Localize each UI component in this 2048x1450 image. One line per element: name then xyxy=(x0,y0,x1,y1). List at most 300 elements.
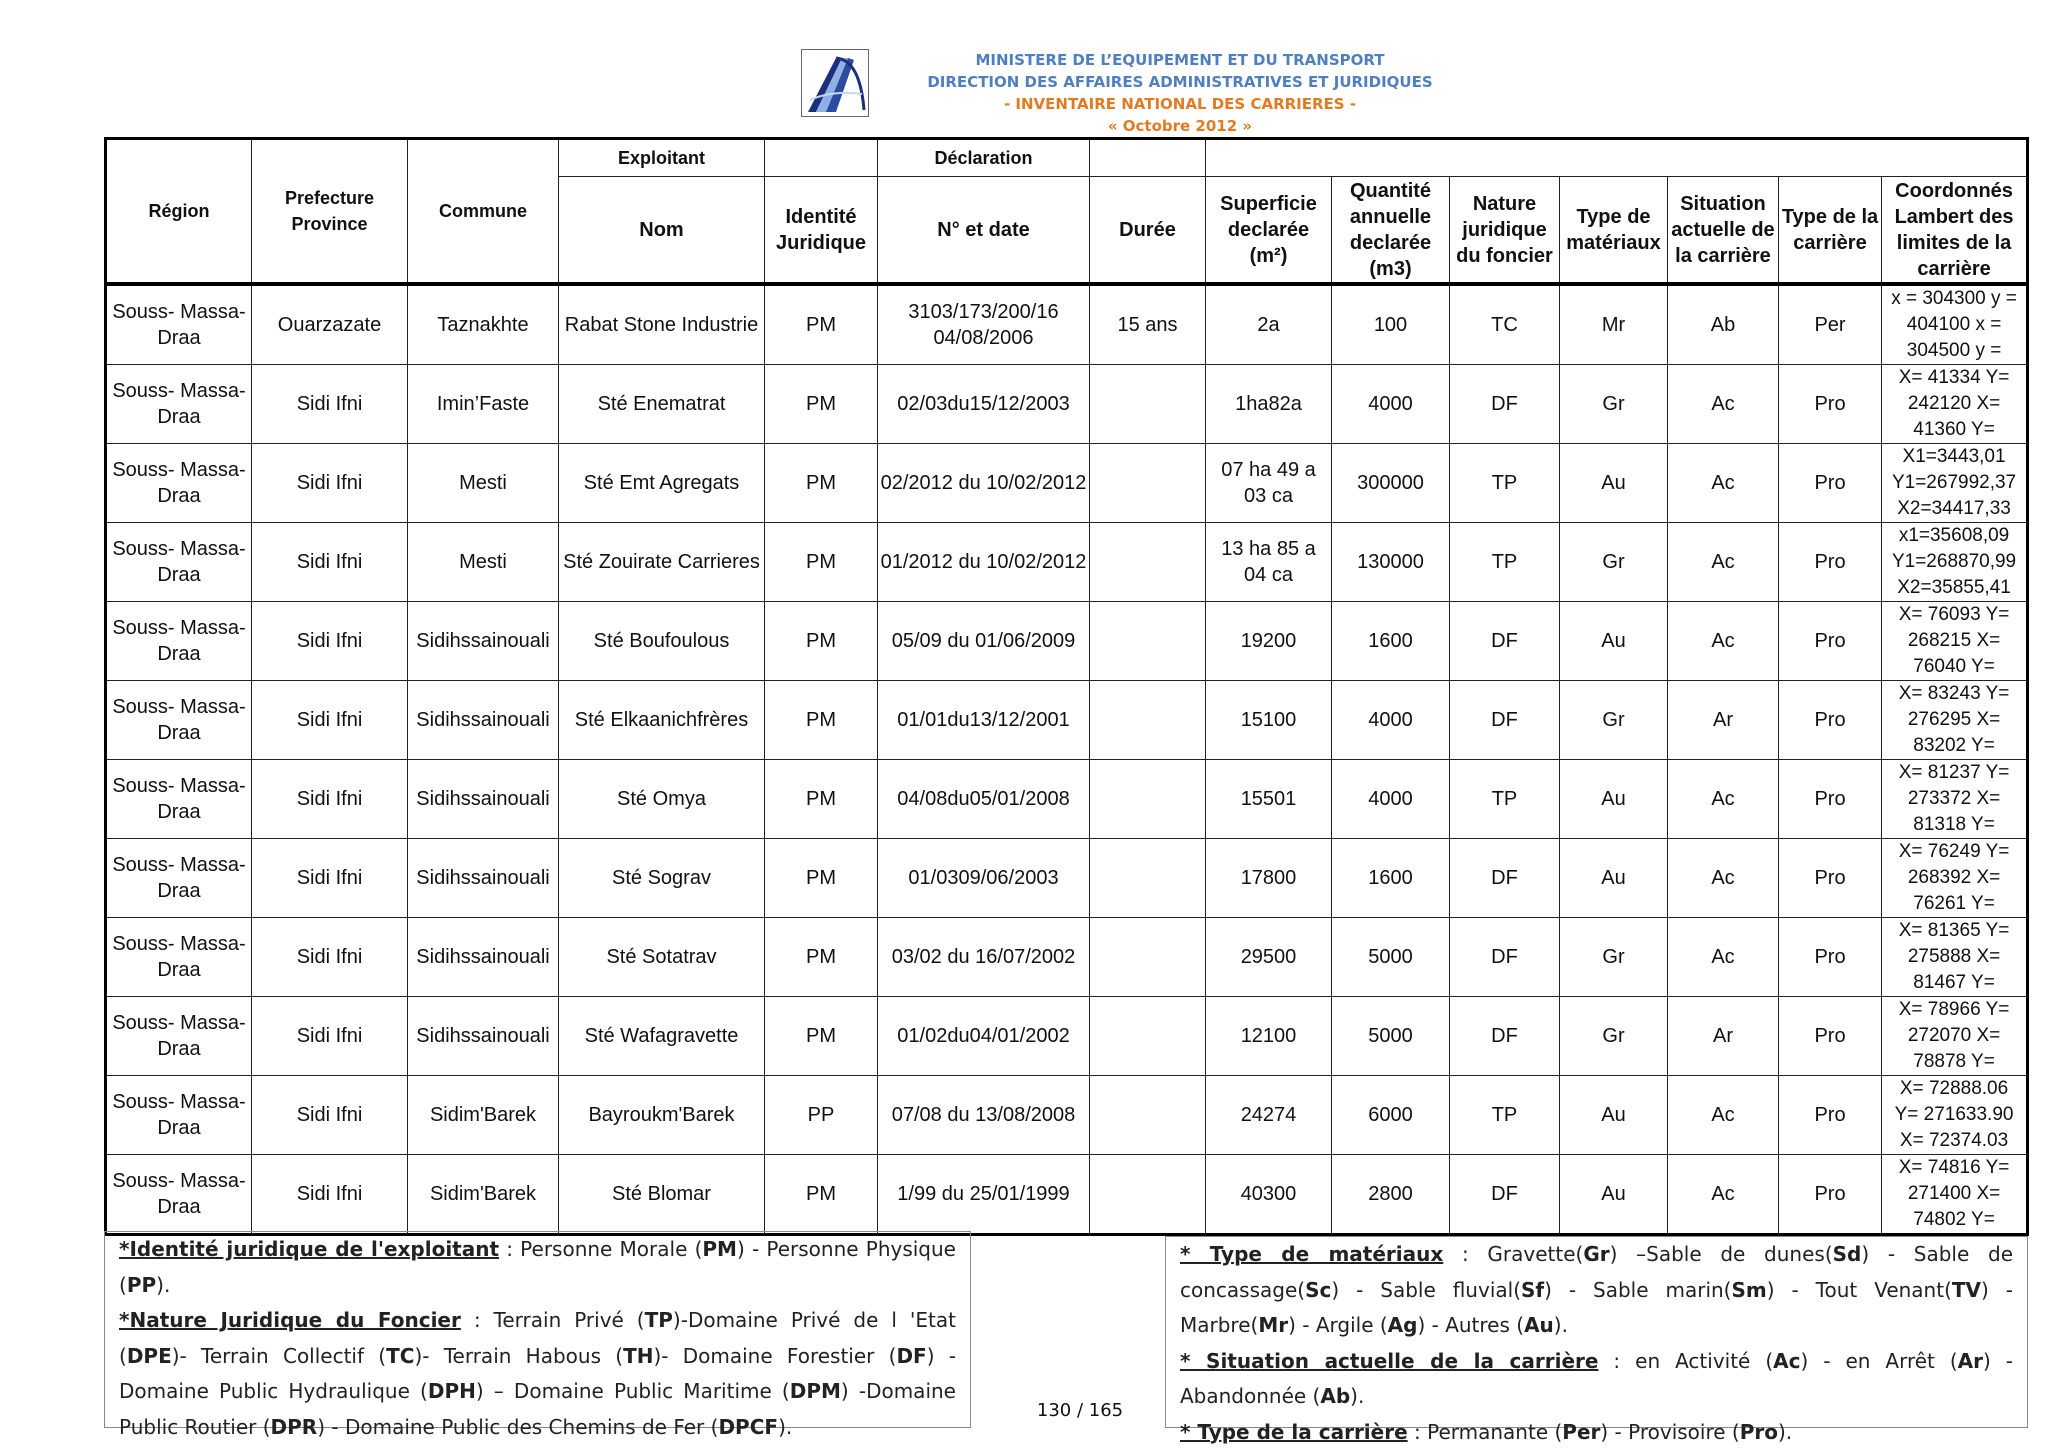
cell-commune: Sidim'Barek xyxy=(408,1076,559,1155)
table-row xyxy=(106,997,2028,1076)
coord-line: X= 76249 Y= xyxy=(1884,839,2024,865)
cell-nature: TP xyxy=(1450,760,1560,839)
cell-duree xyxy=(1090,918,1206,997)
legend-left xyxy=(104,1231,971,1428)
table-row xyxy=(106,444,2028,523)
coord-line: X= 72374.03 xyxy=(1884,1128,2024,1154)
cell-coord xyxy=(1882,1076,2028,1155)
cell-coord xyxy=(1882,602,2028,681)
legend-text: ) - Tout Venant( xyxy=(1767,1278,1952,1302)
cell-commune: Sidihssainouali xyxy=(408,918,559,997)
legend-materiaux-key: * Type de matériaux xyxy=(1180,1242,1443,1266)
cell-materiaux: Gr xyxy=(1560,918,1668,997)
cell-province: Ouarzazate xyxy=(252,284,408,365)
cell-nom: Rabat Stone Industrie xyxy=(559,284,765,365)
cell-identite: PM xyxy=(765,284,878,365)
cell-declaration: 02/2012 du 10/02/2012 xyxy=(878,444,1090,523)
cell-type: Pro xyxy=(1779,918,1882,997)
cell-superficie: 29500 xyxy=(1206,918,1332,997)
col-header-commune: Commune xyxy=(408,139,559,285)
cell-superficie: 24274 xyxy=(1206,1076,1332,1155)
legend-code: Au xyxy=(1524,1313,1554,1337)
cell-nature: DF xyxy=(1450,681,1560,760)
cell-coord xyxy=(1882,365,2028,444)
legend-text: ) - Domaine Public des Chemins de Fer ( xyxy=(317,1415,718,1439)
legend-text: ) -Domaine Public Hydraulique ( xyxy=(119,1344,956,1404)
legend-text: ) -Domaine Public Routier ( xyxy=(119,1379,956,1439)
cell-superficie: 2a xyxy=(1206,284,1332,365)
cell-nature: TP xyxy=(1450,444,1560,523)
header-inventory: - INVENTAIRE NATIONAL DES CARRIERES - xyxy=(860,93,1500,115)
legend-code: DPCF xyxy=(718,1415,778,1439)
cell-type: Pro xyxy=(1779,1155,1882,1235)
legend-text: ). xyxy=(1778,1420,1792,1444)
cell-quantite: 5000 xyxy=(1332,918,1450,997)
ministry-logo xyxy=(801,49,869,117)
cell-region: Souss- Massa-Draa xyxy=(106,1155,252,1235)
cell-declaration: 01/01du13/12/2001 xyxy=(878,681,1090,760)
cell-declaration: 05/09 du 01/06/2009 xyxy=(878,602,1090,681)
legend-code: DPR xyxy=(271,1415,318,1439)
cell-nom: Sté Sograv xyxy=(559,839,765,918)
legend-identite-key: *Identité juridique de l'exploitant xyxy=(119,1237,499,1261)
col-header-superficie: Superficie declarée (m²) xyxy=(1206,177,1332,285)
table-row xyxy=(106,681,2028,760)
cell-nom: Sté Zouirate Carrieres xyxy=(559,523,765,602)
legend-code: DPH xyxy=(428,1379,476,1403)
cell-declaration: 02/03du15/12/2003 xyxy=(878,365,1090,444)
legend-nature-key: *Nature Juridique du Foncier xyxy=(119,1308,461,1332)
legend-code: Gr xyxy=(1583,1242,1609,1266)
header-ministry: MINISTERE DE L’EQUIPEMENT ET DU TRANSPORT xyxy=(860,49,1500,71)
coord-line: X= 72888.06 xyxy=(1884,1076,2024,1102)
cell-type: Pro xyxy=(1779,681,1882,760)
cell-duree xyxy=(1090,365,1206,444)
coord-line: Y1=268870,99 xyxy=(1884,549,2024,575)
legend-type-text xyxy=(1408,1420,1793,1444)
cell-duree xyxy=(1090,760,1206,839)
cell-situation: Ar xyxy=(1668,997,1779,1076)
cell-duree xyxy=(1090,681,1206,760)
cell-nom: Sté Elkaanichfrères xyxy=(559,681,765,760)
header-direction: DIRECTION DES AFFAIRES ADMINISTRATIVES ET JURIDIQUES xyxy=(860,71,1500,93)
cell-commune: Sidihssainouali xyxy=(408,681,559,760)
legend-code: DF xyxy=(896,1344,926,1368)
cell-quantite: 100 xyxy=(1332,284,1450,365)
legend-code: Ar xyxy=(1958,1349,1983,1373)
cell-materiaux: Au xyxy=(1560,1155,1668,1235)
cell-region: Souss- Massa-Draa xyxy=(106,284,252,365)
coord-line: X= 41334 Y= xyxy=(1884,365,2024,391)
coord-line: X= 81237 Y= xyxy=(1884,760,2024,786)
coord-line: X= 81365 Y= xyxy=(1884,918,2024,944)
coord-line: 76261 Y= xyxy=(1884,891,2024,917)
cell-commune: Sidihssainouali xyxy=(408,839,559,918)
cell-region: Souss- Massa-Draa xyxy=(106,997,252,1076)
cell-quantite: 4000 xyxy=(1332,760,1450,839)
legend-code: Ac xyxy=(1773,1349,1800,1373)
cell-situation: Ac xyxy=(1668,760,1779,839)
cell-superficie: 17800 xyxy=(1206,839,1332,918)
group-header-blank-3 xyxy=(1206,139,2028,177)
cell-materiaux: Au xyxy=(1560,1076,1668,1155)
table-row xyxy=(106,1155,2028,1235)
cell-commune: Imin’Faste xyxy=(408,365,559,444)
page-number: 130 / 165 xyxy=(1010,1400,1150,1421)
quarries-table xyxy=(104,137,2029,1236)
table-row xyxy=(106,365,2028,444)
cell-materiaux: Au xyxy=(1560,602,1668,681)
legend-code: Sm xyxy=(1732,1278,1767,1302)
legend-code: TC xyxy=(386,1344,414,1368)
cell-nature: DF xyxy=(1450,1155,1560,1235)
cell-type: Per xyxy=(1779,284,1882,365)
cell-situation: Ar xyxy=(1668,681,1779,760)
cell-region: Souss- Massa-Draa xyxy=(106,602,252,681)
legend-text: ) - Argile ( xyxy=(1288,1313,1388,1337)
cell-materiaux: Gr xyxy=(1560,365,1668,444)
cell-coord xyxy=(1882,1155,2028,1235)
legend-materiaux xyxy=(1180,1237,2013,1344)
cell-region: Souss- Massa-Draa xyxy=(106,523,252,602)
cell-nom: Sté Boufoulous xyxy=(559,602,765,681)
col-header-region: Région xyxy=(106,139,252,285)
coord-line: Y= 271633.90 xyxy=(1884,1102,2024,1128)
cell-identite: PM xyxy=(765,760,878,839)
legend-code: PP xyxy=(127,1273,156,1297)
cell-nature: TP xyxy=(1450,523,1560,602)
table-row xyxy=(106,602,2028,681)
cell-province: Sidi Ifni xyxy=(252,523,408,602)
legend-text: )- Domaine Forestier ( xyxy=(653,1344,896,1368)
cell-nom: Bayroukm'Barek xyxy=(559,1076,765,1155)
cell-region: Souss- Massa-Draa xyxy=(106,839,252,918)
legend-code: PM xyxy=(702,1237,737,1261)
legend-text: ) - Autres ( xyxy=(1417,1313,1524,1337)
cell-nature: DF xyxy=(1450,602,1560,681)
cell-materiaux: Gr xyxy=(1560,523,1668,602)
coord-line: X= 76093 Y= xyxy=(1884,602,2024,628)
ministry-logo-icon xyxy=(802,50,868,116)
cell-declaration: 3103/173/200/16 04/08/2006 xyxy=(878,284,1090,365)
cell-coord xyxy=(1882,760,2028,839)
cell-type: Pro xyxy=(1779,1076,1882,1155)
cell-duree xyxy=(1090,1076,1206,1155)
coord-line: X1=3443,01 xyxy=(1884,444,2024,470)
legend-type xyxy=(1180,1415,2013,1450)
cell-identite: PM xyxy=(765,681,878,760)
group-header-declaration: Déclaration xyxy=(878,139,1090,177)
legend-code: Ag xyxy=(1388,1313,1418,1337)
cell-province: Sidi Ifni xyxy=(252,602,408,681)
cell-coord xyxy=(1882,839,2028,918)
col-header-province: Prefecture Province xyxy=(252,139,408,285)
cell-type: Pro xyxy=(1779,365,1882,444)
cell-nom: Sté Sotatrav xyxy=(559,918,765,997)
legend-text: ) - Sable fluvial( xyxy=(1331,1278,1521,1302)
legend-text: : Personne Morale ( xyxy=(499,1237,702,1261)
legend-situation xyxy=(1180,1344,2013,1415)
cell-identite: PM xyxy=(765,444,878,523)
cell-situation: Ac xyxy=(1668,365,1779,444)
cell-materiaux: Gr xyxy=(1560,997,1668,1076)
cell-type: Pro xyxy=(1779,444,1882,523)
legend-text: ) - Provisoire ( xyxy=(1600,1420,1739,1444)
coord-line: 272070 X= xyxy=(1884,1023,2024,1049)
cell-province: Sidi Ifni xyxy=(252,839,408,918)
cell-superficie: 15501 xyxy=(1206,760,1332,839)
legend-text: ). xyxy=(156,1273,170,1297)
group-header-exploitant: Exploitant xyxy=(559,139,765,177)
legend-code: Ab xyxy=(1320,1384,1350,1408)
cell-situation: Ac xyxy=(1668,523,1779,602)
col-header-situation: Situation actuelle de la carrière xyxy=(1668,177,1779,285)
cell-type: Pro xyxy=(1779,523,1882,602)
cell-region: Souss- Massa-Draa xyxy=(106,918,252,997)
cell-identite: PM xyxy=(765,602,878,681)
cell-identite: PM xyxy=(765,997,878,1076)
cell-coord xyxy=(1882,523,2028,602)
cell-nature: DF xyxy=(1450,839,1560,918)
cell-materiaux: Gr xyxy=(1560,681,1668,760)
cell-situation: Ab xyxy=(1668,284,1779,365)
legend-code: Per xyxy=(1562,1420,1600,1444)
cell-region: Souss- Massa-Draa xyxy=(106,1076,252,1155)
cell-identite: PM xyxy=(765,523,878,602)
cell-nature: DF xyxy=(1450,997,1560,1076)
legend-text: : Permanante ( xyxy=(1408,1420,1563,1444)
cell-quantite: 1600 xyxy=(1332,839,1450,918)
coord-line: 276295 X= xyxy=(1884,707,2024,733)
cell-nature: TP xyxy=(1450,1076,1560,1155)
coord-line: 268392 X= xyxy=(1884,865,2024,891)
legend-type-key: * Type de la carrière xyxy=(1180,1420,1408,1444)
coord-line: 81318 Y= xyxy=(1884,812,2024,838)
table-row xyxy=(106,284,2028,365)
cell-duree xyxy=(1090,839,1206,918)
cell-commune: Sidihssainouali xyxy=(408,602,559,681)
cell-type: Pro xyxy=(1779,839,1882,918)
legend-code: DPE xyxy=(127,1344,172,1368)
cell-region: Souss- Massa-Draa xyxy=(106,365,252,444)
legend-text: ) - Abandonnée ( xyxy=(1180,1349,2013,1409)
cell-commune: Sidihssainouali xyxy=(408,760,559,839)
table-body xyxy=(106,284,2028,1235)
coord-line: 271400 X= xyxy=(1884,1181,2024,1207)
legend-text: : en Activité ( xyxy=(1598,1349,1773,1373)
cell-situation: Ac xyxy=(1668,918,1779,997)
coord-line: 242120 X= xyxy=(1884,391,2024,417)
cell-province: Sidi Ifni xyxy=(252,365,408,444)
cell-materiaux: Au xyxy=(1560,760,1668,839)
legend-text: )- Terrain Habous ( xyxy=(414,1344,623,1368)
cell-coord xyxy=(1882,997,2028,1076)
legend-text: ). xyxy=(778,1415,792,1439)
cell-superficie: 13 ha 85 a 04 ca xyxy=(1206,523,1332,602)
coord-line: X= 83243 Y= xyxy=(1884,681,2024,707)
coord-line: x1=35608,09 xyxy=(1884,523,2024,549)
cell-identite: PM xyxy=(765,918,878,997)
legend-nature xyxy=(119,1303,956,1445)
cell-type: Pro xyxy=(1779,997,1882,1076)
cell-commune: Taznakhte xyxy=(408,284,559,365)
legend-text: ) - Personne Physique ( xyxy=(119,1237,956,1297)
legend-right xyxy=(1165,1236,2028,1428)
legend-text: : Gravette( xyxy=(1443,1242,1583,1266)
legend-text: ) - Marbre( xyxy=(1180,1278,2013,1338)
legend-identite xyxy=(119,1232,956,1303)
legend-code: TP xyxy=(645,1308,673,1332)
cell-situation: Ac xyxy=(1668,1076,1779,1155)
cell-province: Sidi Ifni xyxy=(252,760,408,839)
cell-quantite: 1600 xyxy=(1332,602,1450,681)
coord-line: X= 78966 Y= xyxy=(1884,997,2024,1023)
legend-code: Mr xyxy=(1258,1313,1288,1337)
cell-nature: TC xyxy=(1450,284,1560,365)
cell-declaration: 01/0309/06/2003 xyxy=(878,839,1090,918)
cell-duree: 15 ans xyxy=(1090,284,1206,365)
cell-duree xyxy=(1090,1155,1206,1235)
legend-text: ). xyxy=(1554,1313,1568,1337)
cell-coord xyxy=(1882,444,2028,523)
group-header-blank-1 xyxy=(765,139,878,177)
legend-code: Sd xyxy=(1833,1242,1862,1266)
cell-coord xyxy=(1882,284,2028,365)
cell-declaration: 01/02du04/01/2002 xyxy=(878,997,1090,1076)
table-row xyxy=(106,760,2028,839)
cell-province: Sidi Ifni xyxy=(252,1155,408,1235)
cell-superficie: 40300 xyxy=(1206,1155,1332,1235)
cell-situation: Ac xyxy=(1668,444,1779,523)
coord-line: 76040 Y= xyxy=(1884,654,2024,680)
coord-line: Y1=267992,37 xyxy=(1884,470,2024,496)
cell-type: Pro xyxy=(1779,602,1882,681)
col-header-identite: Identité Juridique xyxy=(765,177,878,285)
legend-code: Pro xyxy=(1740,1420,1778,1444)
col-header-quantite: Quantité annuelle declarée (m3) xyxy=(1332,177,1450,285)
legend-code: DPM xyxy=(790,1379,841,1403)
coord-line: X2=35855,41 xyxy=(1884,575,2024,601)
coord-line: x = 304300 y = xyxy=(1884,286,2024,312)
cell-materiaux: Au xyxy=(1560,444,1668,523)
cell-declaration: 01/2012 du 10/02/2012 xyxy=(878,523,1090,602)
legend-code: Sc xyxy=(1305,1278,1331,1302)
cell-superficie: 12100 xyxy=(1206,997,1332,1076)
legend-code: TV xyxy=(1952,1278,1981,1302)
cell-declaration: 07/08 du 13/08/2008 xyxy=(878,1076,1090,1155)
cell-superficie: 19200 xyxy=(1206,602,1332,681)
coord-line: 404100 x = xyxy=(1884,312,2024,338)
cell-province: Sidi Ifni xyxy=(252,681,408,760)
cell-duree xyxy=(1090,602,1206,681)
col-header-materiaux: Type de matériaux xyxy=(1560,177,1668,285)
cell-province: Sidi Ifni xyxy=(252,918,408,997)
table-row xyxy=(106,839,2028,918)
cell-commune: Sidihssainouali xyxy=(408,997,559,1076)
cell-province: Sidi Ifni xyxy=(252,1076,408,1155)
table-row xyxy=(106,1076,2028,1155)
cell-quantite: 5000 xyxy=(1332,997,1450,1076)
cell-quantite: 2800 xyxy=(1332,1155,1450,1235)
coord-line: 83202 Y= xyxy=(1884,733,2024,759)
coord-line: 81467 Y= xyxy=(1884,970,2024,996)
document-header xyxy=(860,49,1500,137)
coord-line: X= 74816 Y= xyxy=(1884,1155,2024,1181)
legend-text: ) - Sable de concassage( xyxy=(1180,1242,2013,1302)
cell-declaration: 04/08du05/01/2008 xyxy=(878,760,1090,839)
coord-line: X2=34417,33 xyxy=(1884,496,2024,522)
coord-line: 304500 y = xyxy=(1884,338,2024,364)
cell-identite: PM xyxy=(765,365,878,444)
cell-duree xyxy=(1090,444,1206,523)
cell-duree xyxy=(1090,997,1206,1076)
table-row xyxy=(106,523,2028,602)
cell-situation: Ac xyxy=(1668,1155,1779,1235)
cell-commune: Mesti xyxy=(408,523,559,602)
cell-quantite: 4000 xyxy=(1332,365,1450,444)
cell-superficie: 07 ha 49 a 03 ca xyxy=(1206,444,1332,523)
legend-text: ) - en Arrêt ( xyxy=(1800,1349,1957,1373)
table-row xyxy=(106,918,2028,997)
cell-situation: Ac xyxy=(1668,602,1779,681)
legend-code: Sf xyxy=(1521,1278,1544,1302)
cell-identite: PP xyxy=(765,1076,878,1155)
cell-commune: Mesti xyxy=(408,444,559,523)
cell-province: Sidi Ifni xyxy=(252,997,408,1076)
cell-situation: Ac xyxy=(1668,839,1779,918)
cell-duree xyxy=(1090,523,1206,602)
col-header-declaration: N° et date xyxy=(878,177,1090,285)
col-header-nature: Nature juridique du foncier xyxy=(1450,177,1560,285)
cell-region: Souss- Massa-Draa xyxy=(106,444,252,523)
coord-line: 74802 Y= xyxy=(1884,1207,2024,1233)
cell-nature: DF xyxy=(1450,365,1560,444)
cell-type: Pro xyxy=(1779,760,1882,839)
cell-declaration: 1/99 du 25/01/1999 xyxy=(878,1155,1090,1235)
coord-line: 275888 X= xyxy=(1884,944,2024,970)
coord-line: 41360 Y= xyxy=(1884,417,2024,443)
cell-coord xyxy=(1882,681,2028,760)
legend-text: : Terrain Privé ( xyxy=(461,1308,645,1332)
coord-line: 78878 Y= xyxy=(1884,1049,2024,1075)
group-header-blank-2 xyxy=(1090,139,1206,177)
cell-superficie: 15100 xyxy=(1206,681,1332,760)
cell-quantite: 300000 xyxy=(1332,444,1450,523)
cell-nom: Sté Enematrat xyxy=(559,365,765,444)
cell-superficie: 1ha82a xyxy=(1206,365,1332,444)
cell-quantite: 130000 xyxy=(1332,523,1450,602)
col-header-nom: Nom xyxy=(559,177,765,285)
col-header-coord: Coordonnés Lambert des limites de la carrière xyxy=(1882,177,2028,285)
col-header-duree: Durée xyxy=(1090,177,1206,285)
cell-commune: Sidim'Barek xyxy=(408,1155,559,1235)
cell-region: Souss- Massa-Draa xyxy=(106,681,252,760)
cell-province: Sidi Ifni xyxy=(252,444,408,523)
legend-text: )- Terrain Collectif ( xyxy=(172,1344,386,1368)
cell-region: Souss- Massa-Draa xyxy=(106,760,252,839)
cell-nom: Sté Emt Agregats xyxy=(559,444,765,523)
cell-materiaux: Au xyxy=(1560,839,1668,918)
legend-situation-key: * Situation actuelle de la carrière xyxy=(1180,1349,1598,1373)
legend-text: ) –Sable de dunes( xyxy=(1610,1242,1833,1266)
cell-coord xyxy=(1882,918,2028,997)
legend-text: )-Domaine Privé de l 'Etat ( xyxy=(119,1308,956,1368)
cell-nature: DF xyxy=(1450,918,1560,997)
cell-nom: Sté Wafagravette xyxy=(559,997,765,1076)
cell-quantite: 6000 xyxy=(1332,1076,1450,1155)
header-date: « Octobre 2012 » xyxy=(860,115,1500,137)
legend-text: ) - Sable marin( xyxy=(1544,1278,1731,1302)
